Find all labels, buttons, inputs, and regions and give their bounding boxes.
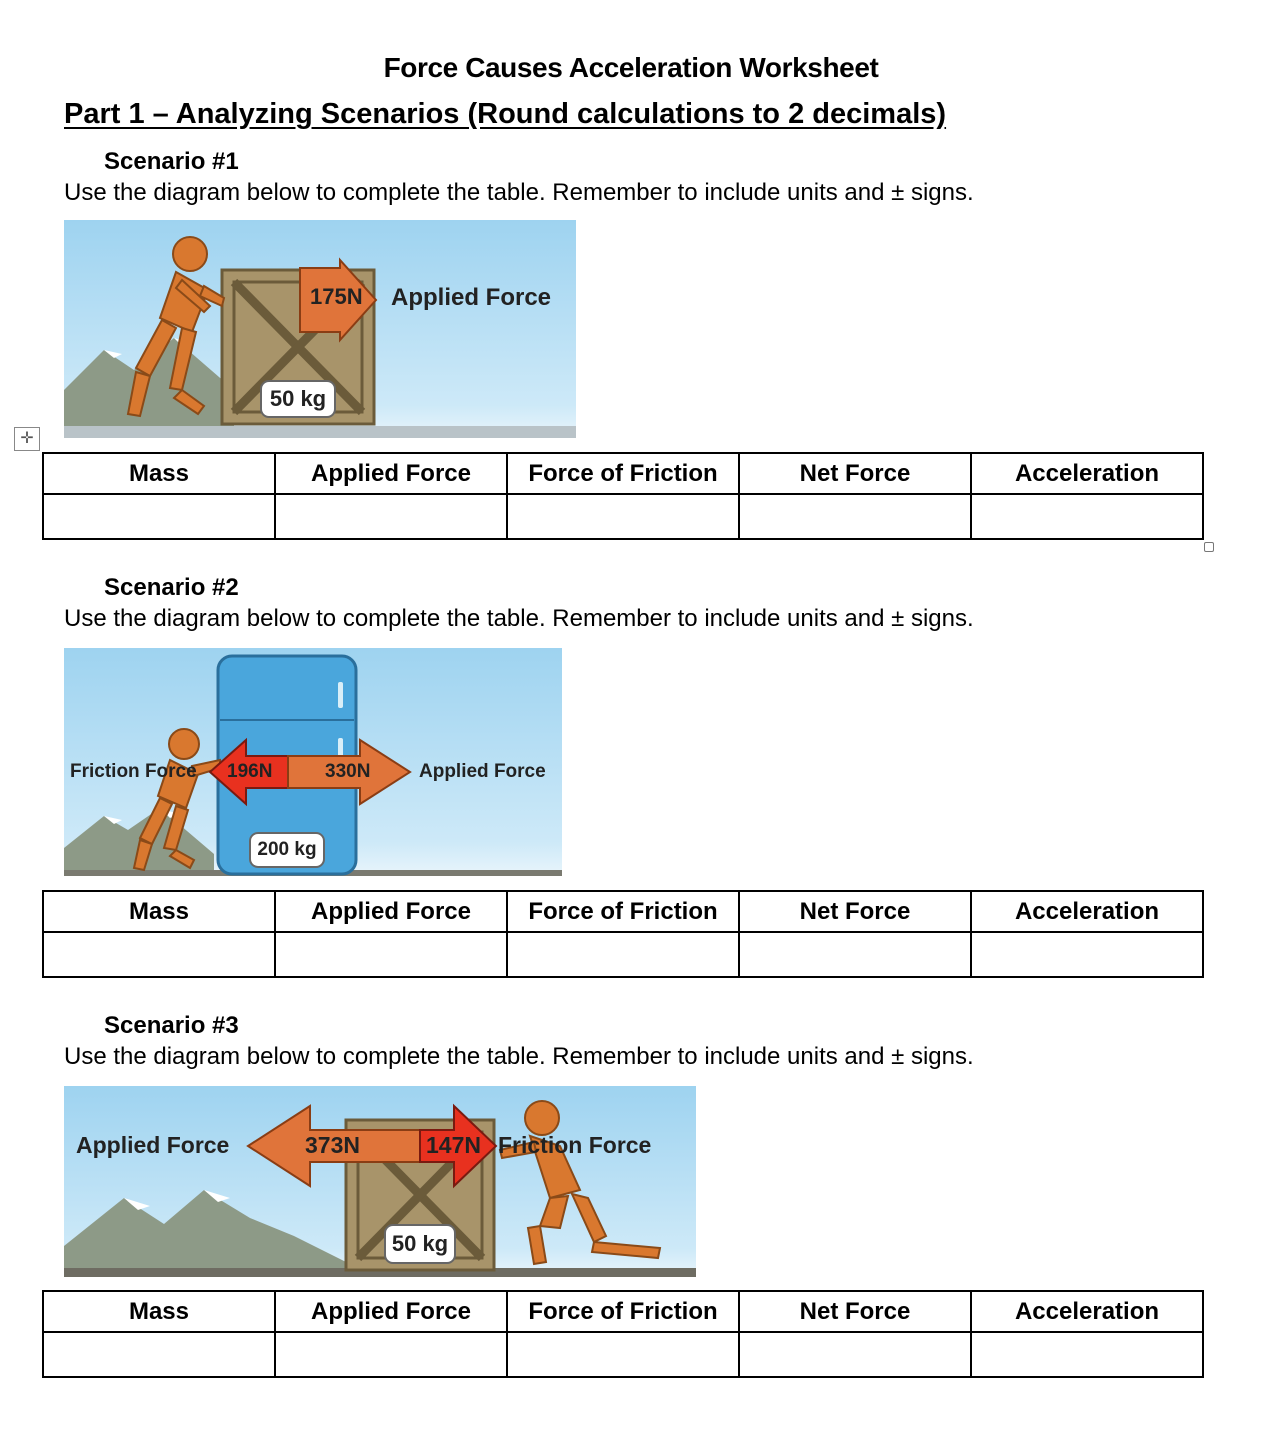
mass-tag: 50 kg — [384, 1224, 456, 1264]
worksheet-title: Force Causes Acceleration Worksheet — [383, 52, 879, 83]
answer-cell-net-force[interactable] — [739, 932, 971, 977]
scenario-2-instruction: Use the diagram below to complete the table. Remember to include units and ± signs. — [64, 605, 974, 632]
scenario-1-instruction: Use the diagram below to complete the table. Remember to include units and ± signs. — [64, 179, 974, 206]
scenario-2-table — [42, 890, 1204, 978]
answer-cell-applied-force[interactable] — [275, 932, 507, 977]
mass-tag: 200 kg — [249, 832, 325, 868]
header-applied-force: Applied Force — [275, 453, 507, 494]
scenario-2-diagram — [64, 648, 562, 876]
answer-cell-force-of-friction[interactable] — [507, 1332, 739, 1377]
friction-force-value: 147N — [426, 1132, 481, 1158]
answer-cell-acceleration[interactable] — [971, 494, 1203, 539]
friction-force-label: Friction Force — [498, 1132, 652, 1158]
header-net-force: Net Force — [739, 453, 971, 494]
applied-force-value: 330N — [325, 761, 371, 782]
answer-cell-mass[interactable] — [43, 1332, 275, 1377]
scenario-1-table — [42, 452, 1204, 540]
header-acceleration: Acceleration — [971, 1291, 1203, 1332]
answer-cell-mass[interactable] — [43, 932, 275, 977]
friction-force-value: 196N — [227, 761, 273, 782]
answer-cell-applied-force[interactable] — [275, 494, 507, 539]
answer-cell-acceleration[interactable] — [971, 932, 1203, 977]
header-force-of-friction: Force of Friction — [507, 453, 739, 494]
header-applied-force: Applied Force — [275, 1291, 507, 1332]
header-mass: Mass — [43, 1291, 275, 1332]
answer-cell-force-of-friction[interactable] — [507, 494, 739, 539]
header-force-of-friction: Force of Friction — [507, 1291, 739, 1332]
scenario-3-heading: Scenario #3 — [104, 1012, 239, 1039]
answer-cell-net-force[interactable] — [739, 494, 971, 539]
scenario-1-diagram — [64, 220, 576, 438]
answer-cell-acceleration[interactable] — [971, 1332, 1203, 1377]
scenario-1-heading: Scenario #1 — [104, 148, 239, 175]
header-mass: Mass — [43, 891, 275, 932]
applied-force-label: Applied Force — [76, 1132, 230, 1158]
header-net-force: Net Force — [739, 891, 971, 932]
answer-cell-mass[interactable] — [43, 494, 275, 539]
header-applied-force: Applied Force — [275, 891, 507, 932]
table-resize-handle[interactable] — [1204, 542, 1214, 552]
figure-pushing-icon — [500, 1101, 660, 1264]
applied-force-label: Applied Force — [391, 284, 552, 311]
scenario-3-diagram — [64, 1086, 696, 1277]
friction-force-label: Friction Force — [70, 761, 197, 782]
answer-cell-applied-force[interactable] — [275, 1332, 507, 1377]
header-acceleration: Acceleration — [971, 891, 1203, 932]
header-force-of-friction: Force of Friction — [507, 891, 739, 932]
mass-tag: 50 kg — [260, 380, 336, 418]
applied-force-label: Applied Force — [419, 761, 546, 782]
scenario-3-instruction: Use the diagram below to complete the table. Remember to include units and ± signs. — [64, 1043, 974, 1070]
header-mass: Mass — [43, 453, 275, 494]
header-acceleration: Acceleration — [971, 453, 1203, 494]
part-heading: Part 1 – Analyzing Scenarios (Round calculations to 2 decimals) — [64, 98, 947, 130]
scenario-3-table — [42, 1290, 1204, 1378]
answer-cell-net-force[interactable] — [739, 1332, 971, 1377]
header-net-force: Net Force — [739, 1291, 971, 1332]
applied-force-value: 373N — [305, 1132, 360, 1158]
table-move-handle-icon[interactable]: ✛ — [14, 427, 40, 451]
answer-cell-force-of-friction[interactable] — [507, 932, 739, 977]
applied-force-value: 175N — [310, 284, 363, 309]
scenario-2-heading: Scenario #2 — [104, 574, 239, 601]
